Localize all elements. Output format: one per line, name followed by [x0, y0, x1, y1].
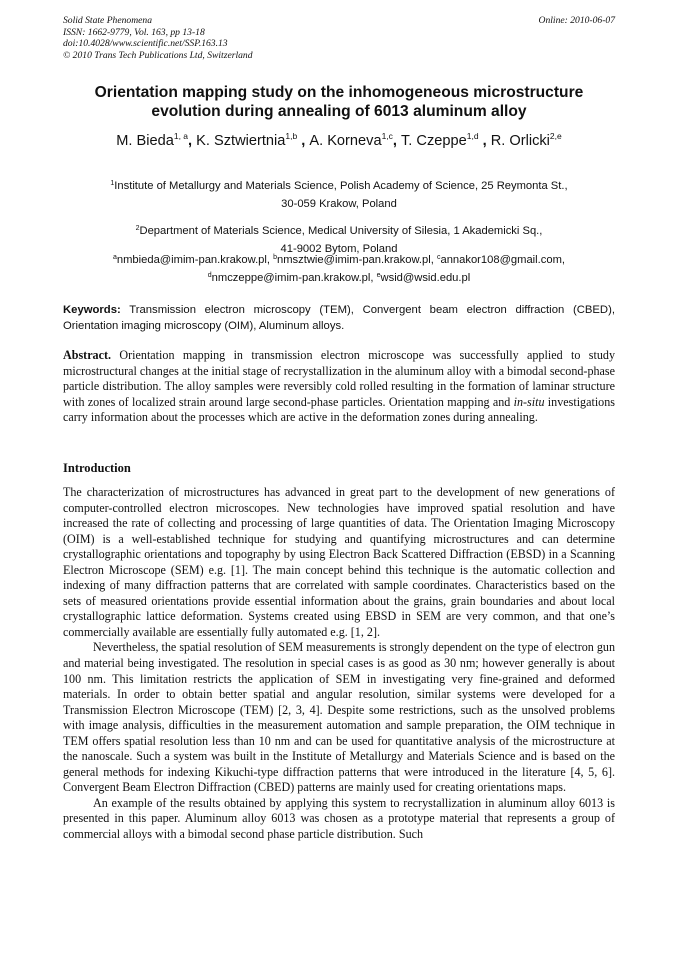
author-affil-sup: 1,d	[466, 131, 479, 141]
keywords-label: Keywords:	[63, 304, 121, 316]
author-affil-sup: 1, a	[173, 131, 189, 141]
journal-issn: ISSN: 1662-9779, Vol. 163, pp 13-18	[63, 26, 205, 38]
email-a[interactable]: nmbieda@imim-pan.krakow.pl,	[116, 254, 270, 266]
author-name: A. Korneva	[309, 133, 382, 149]
abstract-italic: in-situ	[513, 394, 545, 409]
affiliation-2-line-2: 41-9002 Bytom, Poland	[280, 243, 398, 255]
author-affil-sup: 1,c	[381, 131, 393, 141]
paper-title	[60, 83, 618, 121]
author-name: K. Sztwiertnia	[196, 133, 286, 149]
abstract-label: Abstract.	[63, 348, 112, 362]
email-e[interactable]: wsid@wsid.edu.pl	[380, 272, 471, 284]
author-list: M. Bieda$^{1, a}$, K. Sztwiertnia$^{1,b}$ , A. Korneva$^{1,c}$, T. Czeppe$^{1,d}$ , R. Orlicki$^{2,e}$	[116, 131, 562, 149]
affiliation-sup: 2	[135, 225, 140, 232]
abstract-text-1: Orientation mapping in transmission electron microscope was successfully applied to study microstructural changes at the initial stage of recrystallization in the aluminum alloy with a bimodal second-phase particle distribution. The alloy samples were reversibly cold rolled resulting in the formation of laminar structure with zones of localized strain around large second-phase particles. Orientation mapping and	[63, 348, 615, 409]
title-line-1: Orientation mapping study on the inhomogeneous microstructure	[94, 84, 584, 101]
section-heading-introduction: Introduction	[63, 461, 131, 475]
affiliation-2-line-1: Department of Materials Science, Medical University of Silesia, 1 Akademicki Sq.,	[139, 225, 543, 237]
introduction-body	[63, 485, 615, 843]
email-b[interactable]: nmsztwie@imim-pan.krakow.pl,	[277, 254, 434, 266]
email-c[interactable]: annakor108@gmail.com,	[440, 254, 566, 266]
author-name: M. Bieda	[116, 133, 174, 149]
email-d[interactable]: nmczeppe@imim-pan.krakow.pl,	[211, 272, 374, 284]
journal-header	[63, 15, 253, 61]
paragraph: Nevertheless, the spatial resolution of SEM measurements is strongly dependent on the type of electron gun and material being investigated. The resolution in special cases is as good as 30 nm; however generally is about 100 nm. This limitation restricts the application of SEM in investigating very fine-grained and deformed materials. In order to obtain better spatial and angular resolution, similar systems were developed for a Transmission Electron Microscope (TEM) [2, 3, 4]. Despite some restrictions, such as the unsolved problems with image analysis, difficulties in the measurement automation and sample preparation, the OIM technique in TEM offers spatial resolution less than 10 nm and can be used for quantitative analysis of the microstructure at the nanoscale. Such a system was built in the Institute of Metallurgy and Materials Science and is based on the general methods for indexing Kikuchi-type diffraction patterns that were introduced in the literature [4, 5, 6]. Convergent Beam Electron Diffraction (CBED) patterns are mainly used for creating orientations maps.	[63, 640, 615, 795]
online-date	[539, 15, 615, 27]
online-date-text: Online: 2010-06-07	[538, 15, 615, 26]
abstract-text-2: investigations carry information about the processes which are active in the deformation zones during annealing.	[63, 394, 615, 425]
affiliation-1-line-2: 30-059 Krakow, Poland	[281, 198, 397, 210]
title-line-2: evolution during annealing of 6013 aluminum alloy	[151, 103, 527, 120]
keywords	[63, 302, 615, 334]
author-affil-sup: 1,b	[285, 131, 298, 141]
abstract	[63, 348, 615, 426]
keywords-text: Transmission electron microscopy (TEM), Convergent beam electron diffraction (CBED), Orientation imaging microscopy (OIM), Aluminum alloys.	[63, 304, 615, 332]
journal-doi[interactable]: doi:10.4028/www.scientific.net/SSP.163.13	[63, 38, 228, 50]
affiliation-1	[60, 175, 618, 213]
paragraph: An example of the results obtained by applying this system to recrystallization in aluminum alloy 6013 is presented in this paper. Aluminum alloy 6013 was chosen as a prototype material that represents a group of commercial alloys with a bimodal second phase particle distribution. Such	[63, 795, 615, 842]
author-affil-sup: 2,e	[549, 131, 562, 141]
journal-name: Solid State Phenomena	[63, 15, 152, 26]
affiliation-1-line-1: Institute of Metallurgy and Materials Science, Polish Academy of Science, 25 Reymonta St.,	[114, 180, 568, 192]
affiliation-sup: 1	[110, 180, 115, 187]
author-emails: $^a$nmbieda@imim-pan.krakow.pl, $^b$nmsztwie@imim-pan.krakow.pl, $^c$annakor108@gmail.com, $^d$nmczeppe@imim-pan.krakow.pl, $^e$wsid@wsid.edu.pl	[112, 254, 566, 284]
journal-copyright: © 2010 Trans Tech Publications Ltd, Switzerland	[63, 49, 253, 61]
author-name: T. Czeppe	[401, 133, 467, 149]
author-name: R. Orlicki	[490, 133, 550, 149]
paragraph: The characterization of microstructures has advanced in great part to the development of new generations of computer-controlled electron microscopes. New technologies have improved spatial resolution and have increased the rate of collecting and processing of large quantities of data. The Orientation Imaging Microscopy (OIM) is a well-established technique for studying and quantifying microstructures and can determine crystallographic orientations and topography by using Electron Back Scattered Diffraction (EBSD) in a Scanning Electron Microscope (SEM) e.g. [1]. The main concept behind this technique is the automatic collection and indexing of many diffraction patterns that are correlated with sample coordinates. Characteristics based on the sets of measured orientations provide essential information about the grains, grain boundaries and about local crystallographic lattice deformation. Systems created using EBSD in SEM are very common, and that one’s commercially available are essentially fully automated e.g. [1, 2].	[63, 485, 615, 639]
